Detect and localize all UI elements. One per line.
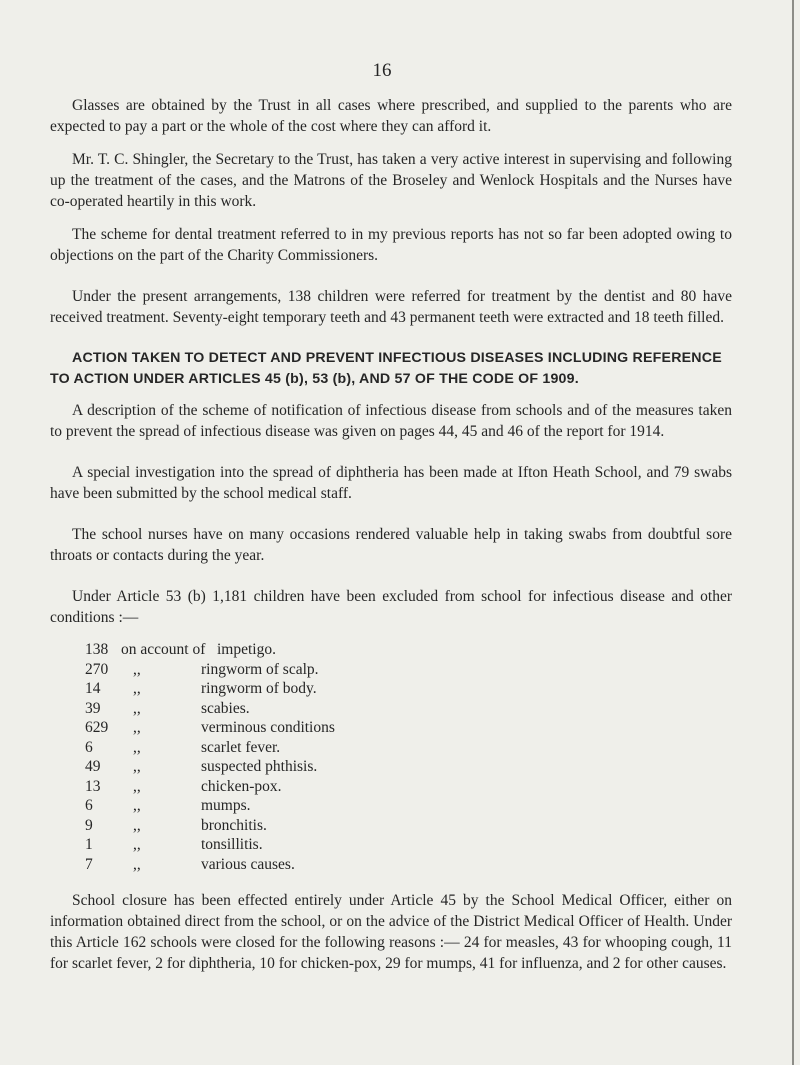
exclusion-count: 39: [85, 699, 101, 717]
exclusion-cause: various causes.: [201, 855, 295, 873]
page-content: [50, 95, 732, 994]
exclusion-count: 138: [85, 641, 109, 658]
exclusion-cause: ringworm of scalp.: [201, 660, 319, 678]
exclusion-count: 6: [85, 738, 93, 756]
paragraph-notification-scheme: A description of the scheme of notification of infectious disease from schools and of the measures taken to prevent the spread of infectious disease was given on pages 44, 45 and 46 of the report for 1914.: [50, 402, 732, 440]
ditto-mark: ,,: [133, 777, 141, 795]
exclusion-row: [85, 855, 732, 875]
paragraph-exclusions: Under Article 53 (b) 1,181 children have been excluded from school for infectious disease and other conditions :—: [50, 588, 732, 626]
exclusion-count: 14: [85, 680, 101, 697]
exclusion-count: 6: [85, 797, 93, 814]
section-heading: ACTION TAKEN TO DETECT AND PREVENT INFECTIOUS DISEASES INCLUDING REFERENCE TO ACTION UNDER ARTICLES 45 (b), 53 (b), AND 57 OF THE CODE OF 1909.: [50, 350, 722, 387]
ditto-mark: ,,: [133, 797, 141, 814]
paragraph-dental-arrangements: Under the present arrangements, 138 children were referred for treatment by the dentist and 80 have received treatment. Seventy-eight temporary teeth and 43 permanent teeth were extracted and 18 teeth filled.: [50, 288, 732, 326]
exclusion-count: 1: [85, 836, 93, 853]
exclusion-cause: mumps.: [201, 797, 251, 814]
exclusion-row: [85, 835, 732, 855]
exclusion-count: 7: [85, 855, 93, 873]
exclusion-row: [85, 757, 732, 777]
exclusion-row: [85, 796, 732, 816]
paragraph-school-nurses: The school nurses have on many occasions rendered valuable help in taking swabs from doubtful sore throats or contacts during the year.: [50, 526, 732, 564]
exclusion-cause: suspected phthisis.: [201, 758, 318, 775]
exclusion-count: 629: [85, 719, 109, 736]
exclusion-cause: scarlet fever.: [201, 738, 281, 756]
exclusion-count: 270: [85, 660, 109, 678]
exclusion-cause: impetigo.: [217, 641, 276, 658]
ditto-mark: ,,: [133, 758, 141, 775]
ditto-mark: ,,: [133, 855, 141, 873]
paragraph-secretary: Mr. T. C. Shingler, the Secretary to the Trust, has taken a very active interest in supervising and following up the treatment of the cases, and the Matrons of the Broseley and Wenlock Hospitals and the Nurses have co-operated heartily in this work.: [50, 151, 732, 210]
exclusion-row: [85, 660, 732, 680]
exclusion-row: [85, 738, 732, 758]
ditto-mark: ,,: [133, 699, 141, 717]
paragraph-glasses: Glasses are obtained by the Trust in all cases where prescribed, and supplied to the parents who are expected to pay a part or the whole of the cost where they can afford it.: [50, 97, 732, 135]
exclusion-cause: scabies.: [201, 699, 250, 717]
exclusion-row: [85, 718, 732, 738]
page-number: 16: [372, 60, 392, 81]
ditto-mark: ,,: [133, 680, 141, 697]
exclusion-cause: verminous conditions: [201, 719, 335, 736]
exclusion-cause: tonsillitis.: [201, 836, 263, 853]
ditto-mark: ,,: [133, 719, 141, 736]
exclusion-cause: chicken-pox.: [201, 777, 282, 795]
ditto-mark: ,,: [133, 738, 141, 756]
exclusion-row: [85, 777, 732, 797]
exclusion-count: 13: [85, 777, 101, 795]
exclusion-list: [85, 640, 732, 874]
paragraph-school-closure: School closure has been effected entirely under Article 45 by the School Medical Officer, either on information obtained direct from the school, or on the advice of the District Medical Officer of Health. Under this Article 162 schools were closed for the following reasons :— 24 for measles, 43 for whooping cough, 11 for scarlet fever, 2 for diphtheria, 10 for chicken-pox, 29 for mumps, 41 for influenza, and 2 for other causes.: [50, 892, 732, 972]
exclusion-count: 9: [85, 816, 93, 834]
exclusion-cause: bronchitis.: [201, 816, 267, 834]
exclusion-row: [85, 699, 732, 719]
paragraph-diphtheria: A special investigation into the spread of diphtheria has been made at Ifton Heath School, and 79 swabs have been submitted by the school medical staff.: [50, 464, 732, 502]
exclusion-connector: on account of: [121, 641, 206, 658]
exclusion-row: [85, 679, 732, 699]
paragraph-dental-scheme: The scheme for dental treatment referred to in my previous reports has not so far been adopted owing to objections on the part of the Charity Commissioners.: [50, 226, 732, 264]
ditto-mark: ,,: [133, 660, 141, 678]
ditto-mark: ,,: [133, 816, 141, 834]
exclusion-count: 49: [85, 758, 101, 775]
ditto-mark: ,,: [133, 836, 141, 853]
exclusion-row: [85, 816, 732, 836]
exclusion-cause: ringworm of body.: [201, 680, 317, 697]
page-edge: [792, 0, 794, 1065]
exclusion-row: [85, 640, 732, 660]
